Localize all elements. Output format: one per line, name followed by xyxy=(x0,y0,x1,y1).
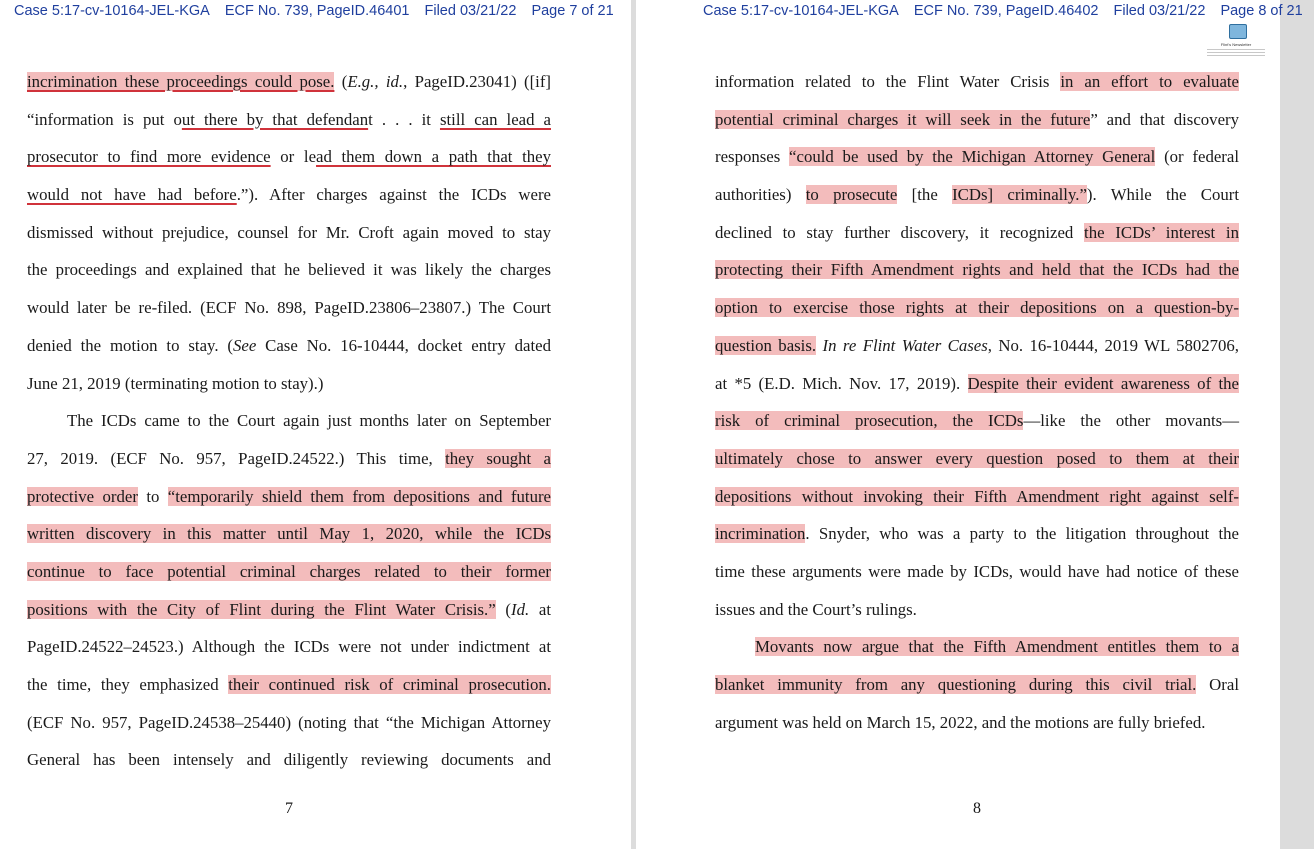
text-segment: the time, they emphasized xyxy=(27,675,229,694)
text-segment: dismissed without prejudice, counsel for Mr. Croft again moved to stay xyxy=(27,222,551,242)
highlighted-text: positions with the City of Flint during the Flint Water Crisis.” xyxy=(27,599,496,619)
text-line xyxy=(715,515,1239,553)
text-line xyxy=(715,704,1239,742)
highlighted-text: potential criminal charges it will seek in the future xyxy=(715,109,1091,129)
highlighted-text: to prosecute xyxy=(805,185,898,205)
text-line xyxy=(715,591,1239,629)
highlighted-text: the ICDs xyxy=(937,411,1024,431)
italic-citation: E.g., id. xyxy=(347,72,404,91)
underlined-text: prosecutor to find more evidence xyxy=(27,147,271,167)
highlighted-text: in an effort to evaluate xyxy=(1060,72,1239,91)
text-line xyxy=(27,478,551,516)
text-segment: (ECF No. 957, PageID.24538–25440) (noting that “the Michigan Attorney xyxy=(27,712,551,732)
text-segment: [the xyxy=(897,185,953,205)
text-segment: responses xyxy=(715,147,790,167)
text-segment: ( xyxy=(334,72,348,91)
highlighted-text: protecting their Fifth Amendment rights and held that the ICDs had the xyxy=(715,260,1239,280)
highlighted-text: ultimately chose to answer every question posed to them at their xyxy=(715,448,1239,468)
text-segment: ” and that discovery xyxy=(1090,109,1239,129)
page-body xyxy=(715,63,1239,741)
newsletter-title: Flint's Newsletter xyxy=(1220,42,1252,47)
text-line xyxy=(27,176,551,214)
filed-date: Filed 03/21/22 xyxy=(1113,3,1206,19)
text-segment: or le xyxy=(270,147,317,167)
text-line xyxy=(715,628,1239,666)
text-line xyxy=(715,666,1239,704)
text-line xyxy=(715,101,1239,139)
text-segment: ( xyxy=(495,599,511,619)
text-line xyxy=(715,478,1239,516)
text-segment: information related to the Flint Water Crisis xyxy=(715,72,1061,91)
text-segment: General has been intensely and diligently reviewing documents and xyxy=(27,750,551,770)
text-line xyxy=(27,402,551,440)
text-segment: issues and the Court’s rulings. xyxy=(715,599,917,619)
page-header xyxy=(703,3,1303,19)
ecf-number: ECF No. 739, PageID.46402 xyxy=(913,3,1099,19)
text-line xyxy=(27,591,551,629)
text-segment: would later be re-filed. (ECF No. 898, PageID.23806–23807.) The Court xyxy=(27,298,551,318)
highlighted-text: question basis. xyxy=(715,335,817,355)
ecf-number: ECF No. 739, PageID.46401 xyxy=(224,3,410,19)
page-count: Page 8 of 21 xyxy=(1220,3,1303,19)
text-line xyxy=(27,327,551,365)
filed-date: Filed 03/21/22 xyxy=(424,3,517,19)
text-line xyxy=(715,214,1239,252)
text-line xyxy=(715,63,1239,101)
text-segment: PageID.24522–24523.) Although the ICDs were not under indictment at xyxy=(27,637,551,657)
highlighted-text: “could be used by the Michigan Attorney General xyxy=(789,147,1156,167)
text-line xyxy=(27,666,551,704)
highlighted-text: they sought a xyxy=(445,448,551,468)
text-line xyxy=(27,101,551,139)
page-number: 8 xyxy=(973,800,981,817)
text-segment: Oral xyxy=(1196,675,1239,694)
case-number: Case 5:17-cv-10164-JEL-KGA xyxy=(703,3,899,19)
page-count: Page 7 of 21 xyxy=(531,3,614,19)
text-line xyxy=(27,440,551,478)
text-segment: “information is put o xyxy=(27,109,182,129)
page-body xyxy=(27,63,551,779)
underlined-text: still can lead a xyxy=(439,109,551,129)
document-page-7 xyxy=(0,0,631,849)
highlighted-text: Despite their evident awareness of the xyxy=(967,373,1239,393)
text-line xyxy=(715,440,1239,478)
highlighted-text: written discovery in this matter until May 1, 2020, while the ICDs xyxy=(27,524,551,544)
highlighted-text: continue to face potential criminal charges related to their former xyxy=(27,561,551,581)
text-segment: argument was held on March 15, 2022, and the motions are fully briefed. xyxy=(715,712,1206,732)
text-segment: authorities) xyxy=(715,185,806,205)
text-segment: June 21, 2019 (terminating motion to stay).) xyxy=(27,373,324,393)
italic-citation: Id. xyxy=(511,599,530,619)
text-segment: declined to stay further discovery, it recognized xyxy=(715,222,1085,242)
text-segment: at *5 (E.D. Mich. Nov. 17, 2019). xyxy=(715,373,968,393)
highlighted-text: ICDs] criminally.” xyxy=(952,185,1087,205)
underlined-text: ut there by that defendan xyxy=(181,109,369,129)
highlighted-text: incrimination xyxy=(715,524,806,544)
highlighted-text: risk of criminal prosecution, xyxy=(715,411,938,431)
text-line xyxy=(715,289,1239,327)
italic-case-name: In re Flint Water Cases xyxy=(822,335,988,355)
text-segment: the proceedings and explained that he believed it was likely the charges xyxy=(27,260,551,280)
text-segment: , No. 16-10444, 2019 WL 5802706, xyxy=(987,335,1239,355)
text-segment: t . . . it xyxy=(368,109,440,129)
text-segment: to xyxy=(137,486,168,506)
underlined-text: would not have had before xyxy=(27,185,237,205)
text-line xyxy=(27,365,551,403)
highlighted-text: protective order xyxy=(27,486,138,506)
text-line xyxy=(27,63,551,101)
text-segment: ). While the Court xyxy=(1086,185,1240,205)
document-page-8 xyxy=(636,0,1303,849)
text-line xyxy=(27,628,551,666)
text-segment: denied the motion to stay. ( xyxy=(27,335,233,355)
italic-signal: See xyxy=(232,335,257,355)
text-segment: (or federal xyxy=(1155,147,1240,167)
text-line xyxy=(715,138,1239,176)
newsletter-logo xyxy=(1203,22,1269,60)
highlighted-text: Movants now argue that the Fifth Amendment entitles them to a xyxy=(755,637,1239,657)
text-segment: Case No. 16-10444, docket entry dated xyxy=(256,335,551,355)
case-number: Case 5:17-cv-10164-JEL-KGA xyxy=(14,3,210,19)
highlighted-text: their continued risk of criminal prosecution. xyxy=(228,675,551,694)
computer-icon xyxy=(1229,24,1247,39)
text-line xyxy=(715,402,1239,440)
text-line xyxy=(27,138,551,176)
page-header xyxy=(14,3,631,19)
text-line xyxy=(715,365,1239,403)
highlighted-text: depositions without invoking their Fifth Amendment right against self- xyxy=(715,486,1239,506)
text-line xyxy=(715,553,1239,591)
text-line xyxy=(715,176,1239,214)
text-line xyxy=(27,289,551,327)
text-segment: , PageID.23041) ([if] xyxy=(403,72,551,91)
text-segment: 27, 2019. (ECF No. 957, PageID.24522.) This time, xyxy=(27,448,446,468)
underlined-text: ad them down a path that they xyxy=(316,147,551,167)
text-segment: The ICDs came to the Court again just months later on September xyxy=(67,411,551,431)
highlighted-text: incrimination these proceedings could pose. xyxy=(27,72,335,91)
text-line xyxy=(715,327,1239,365)
text-line xyxy=(27,515,551,553)
highlighted-text: blanket immunity from any questioning during this civil trial. xyxy=(715,675,1197,694)
text-line xyxy=(27,214,551,252)
text-line xyxy=(27,704,551,742)
highlighted-text: the ICDs’ interest in xyxy=(1084,222,1239,242)
newsletter-tagline xyxy=(1207,49,1265,58)
text-line xyxy=(715,251,1239,289)
text-line xyxy=(27,251,551,289)
text-segment: time these arguments were made by ICDs, would have had notice of these xyxy=(715,561,1239,581)
text-segment: .”). After charges against the ICDs were xyxy=(236,185,551,205)
text-segment: . Snyder, who was a party to the litigation throughout the xyxy=(805,524,1239,544)
highlighted-text: option to exercise those rights at their depositions on a question-by- xyxy=(715,298,1239,318)
highlighted-text: “temporarily shield them from depositions and future xyxy=(167,486,551,506)
text-segment: —like the other movants— xyxy=(1023,411,1239,431)
text-segment: at xyxy=(529,599,551,619)
page-number: 7 xyxy=(285,800,293,817)
text-line xyxy=(27,553,551,591)
text-line xyxy=(27,741,551,779)
